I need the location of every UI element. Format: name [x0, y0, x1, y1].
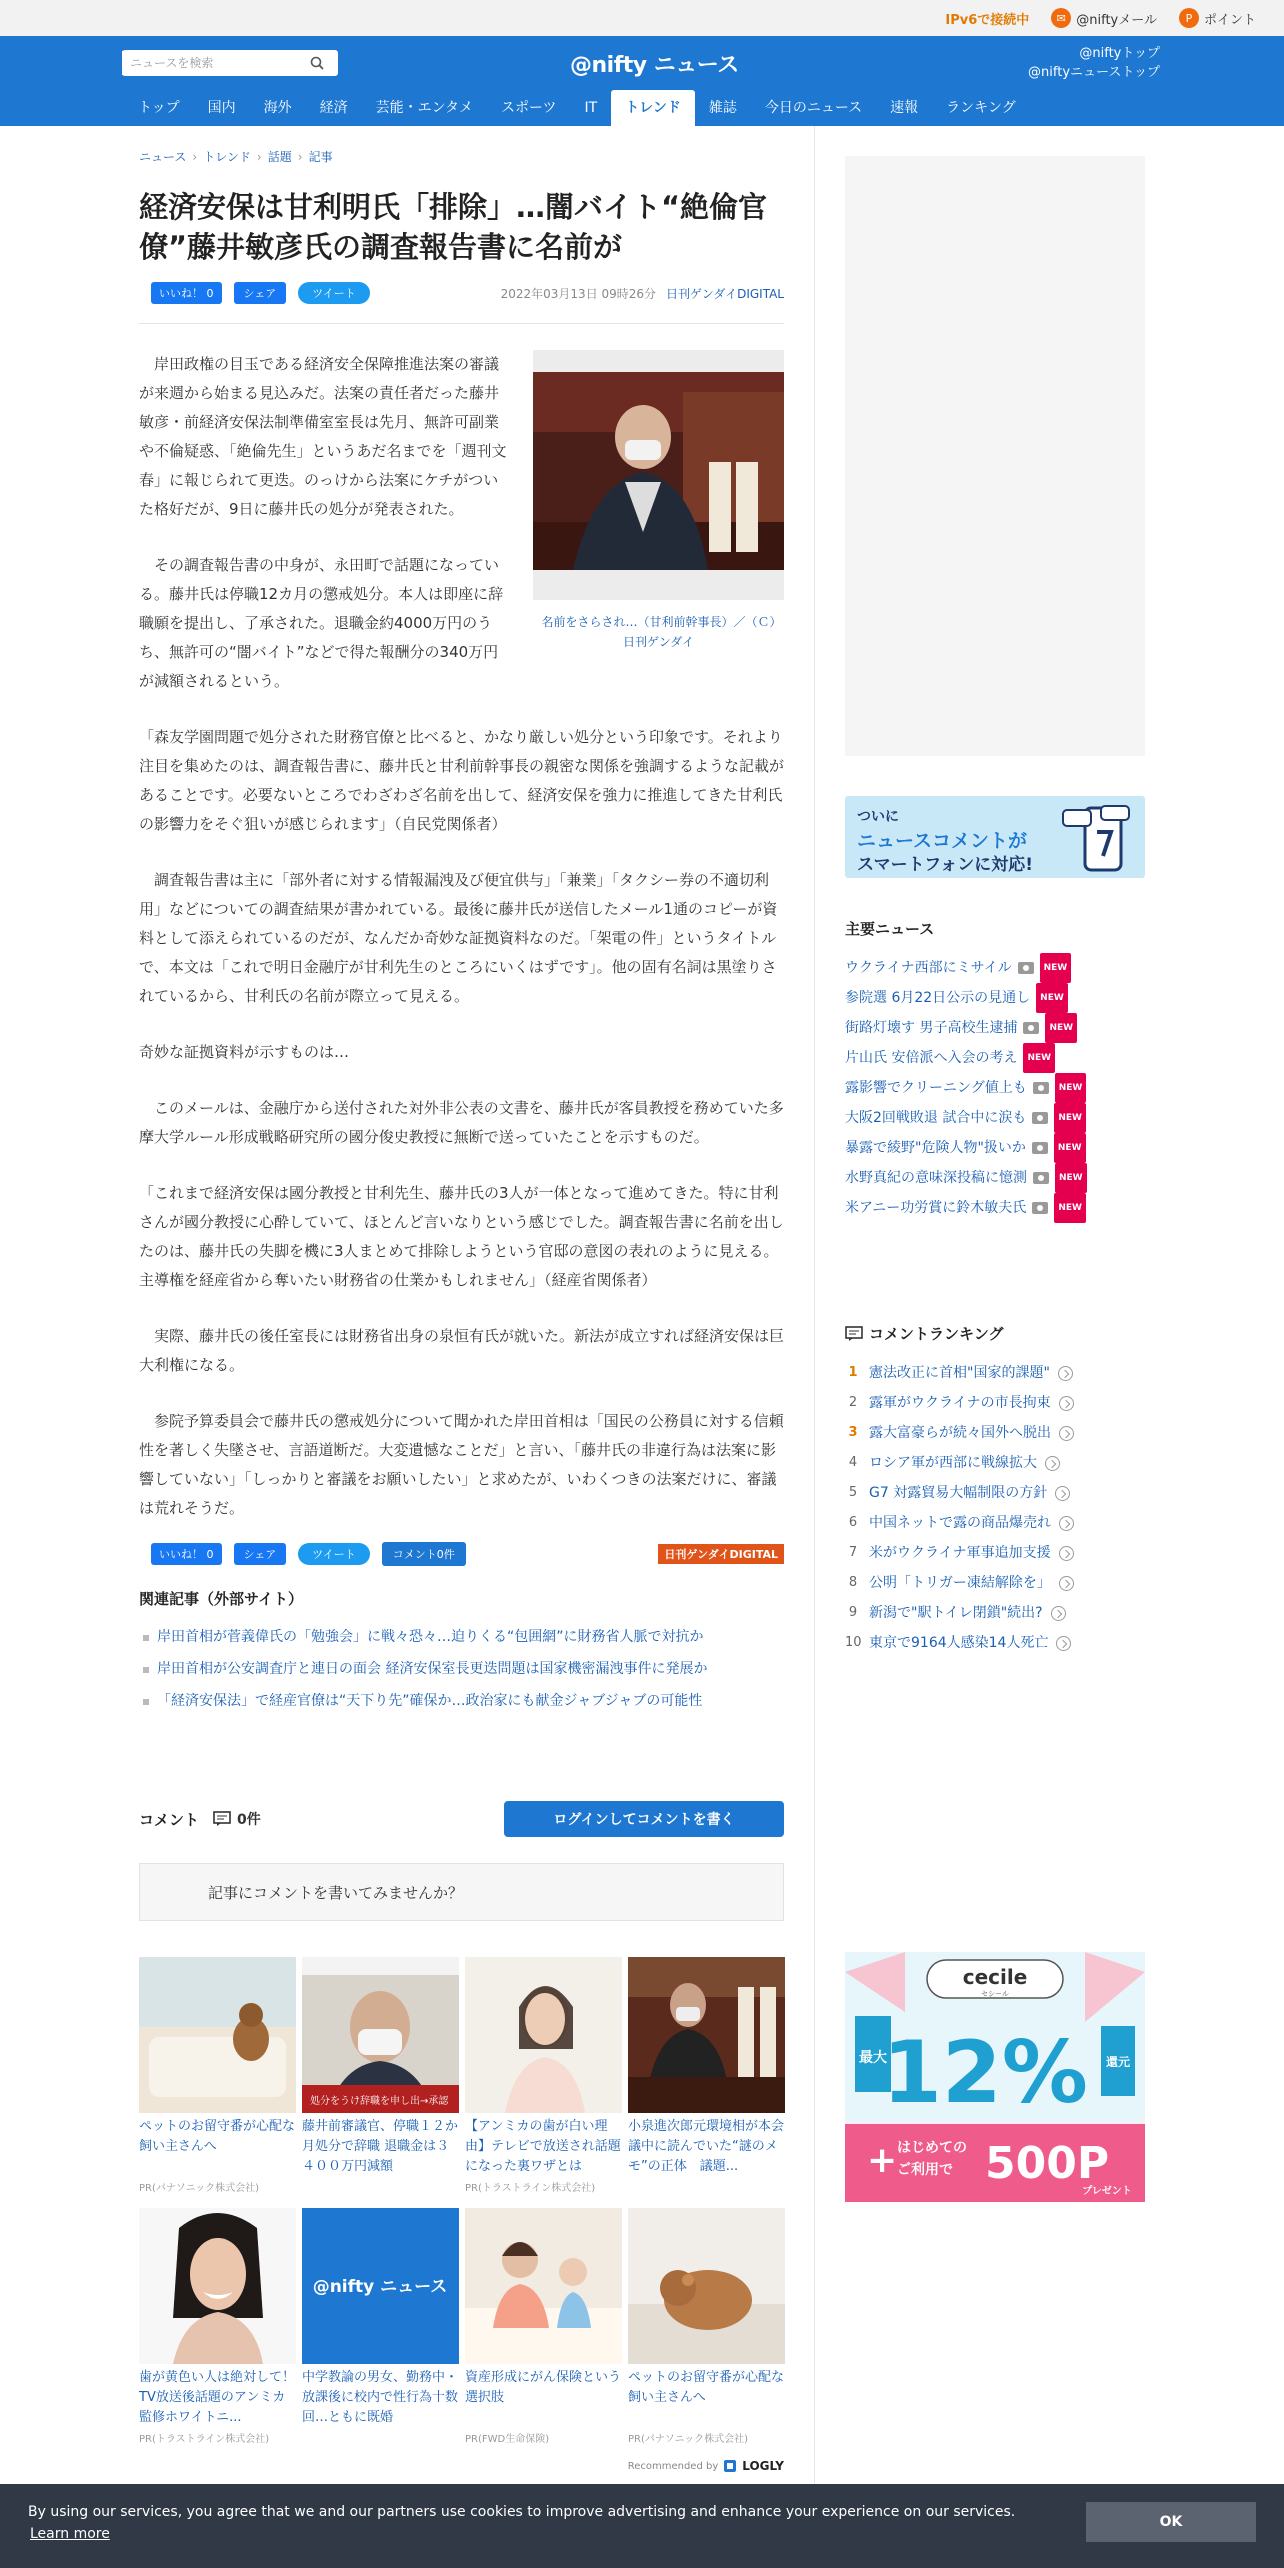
article-source[interactable]: 日刊ゲンダイDIGITAL [666, 286, 784, 301]
main-news-title: 大阪2回戦敗退 試合中に涙も [845, 1110, 1027, 1126]
recommended-item[interactable] [302, 1957, 459, 2202]
main-news-item[interactable] [845, 1133, 1145, 1163]
category-nav [124, 90, 1030, 126]
main-news-title: 参院選 6月22日公示の見通し [845, 990, 1031, 1006]
main-news-list [845, 953, 1145, 1223]
recommended-item[interactable] [139, 2208, 296, 2453]
ranking-title: 憲法改正に首相"国家的課題" [869, 1365, 1050, 1381]
camera-icon [1033, 1172, 1049, 1184]
nifty-top-link[interactable]: @niftyトップ [1079, 46, 1160, 61]
main-news-title: 街路灯壊す 男子高校生逮捕 [845, 1020, 1018, 1036]
thumbnail-smiling-woman [139, 2208, 296, 2364]
thumbnail-caption: 処分をうけ辞職を申し出→承認 [310, 2096, 449, 2107]
rank-number: 2 [848, 1395, 858, 1410]
comment-icon [845, 1326, 863, 1342]
rank-number: 6 [848, 1515, 858, 1530]
comment-app-banner[interactable] [845, 796, 1145, 878]
ranking-item[interactable] [845, 1568, 1145, 1598]
ranking-title: 東京で9164人感染14人死亡 [869, 1635, 1049, 1651]
ad-use: ご利用で [897, 2162, 953, 2178]
new-badge: NEW [1045, 1013, 1077, 1043]
article-paragraph: 「これまで経済安保は國分教授と甘利先生、藤井氏の3人が一体となって進めてきた。特に甘利さんが國分教授に心酔していて、ほとんど言いなりという感じでした。調査報告書に名前を出したのは、藤井氏の失脚を機に3人まとめて排除しようという官邸の意図の表れのように見える。主導権を経産省から奪いたい財務省の仕業かもしれません」（経産省関係者） [139, 1184, 784, 1289]
comment-ranking-list [845, 1358, 1145, 1658]
related-item[interactable]: 「経済安保法」で経産官僚は“天下り先”確保か…政治家にも献金ジャブジャブの可能性 [139, 1687, 784, 1715]
new-badge: NEW [1023, 1043, 1055, 1073]
nav-sports[interactable]: スポーツ [501, 100, 557, 116]
comment-count [213, 1809, 261, 1829]
ranking-item[interactable] [845, 1508, 1145, 1538]
article-title: 経済安保は甘利明氏「排除」…闇バイト“絶倫官僚”藤井敏彦氏の調査報告書に名前が [139, 190, 768, 264]
recommended-sponsor: PR(トラストライン株式会社) [465, 2183, 596, 2194]
camera-icon [1032, 1142, 1048, 1154]
rank-number: 5 [848, 1485, 858, 1500]
header-links [1028, 44, 1160, 82]
comment-header [139, 1801, 784, 1837]
ranking-item[interactable] [845, 1628, 1145, 1658]
ranking-title: 露軍がウクライナの市長拘束 [869, 1395, 1051, 1411]
main-news-title: ウクライナ西部にミサイル [845, 960, 1012, 976]
main-news-title: 米アニー功労賞に鈴木敏夫氏 [845, 1200, 1027, 1216]
article-body [139, 350, 784, 1523]
arrow-right-icon [1059, 1396, 1074, 1411]
rank-number: 4 [848, 1455, 858, 1470]
related-articles [139, 1588, 784, 1715]
nav-entertainment[interactable]: 芸能・エンタメ [375, 100, 474, 116]
article-paragraph: このメールは、金融庁から送付された対外非公表の文書を、藤井氏が客員教授を務めていた多摩大学ルール形成戦略研究所の國分俊史教授に無断で送っていたことを示すものだ。 [139, 1099, 784, 1146]
breadcrumb [139, 148, 784, 165]
ad-placeholder[interactable] [845, 156, 1145, 756]
rank-number: 7 [848, 1545, 858, 1560]
main-news-item[interactable] [845, 953, 1145, 983]
related-item[interactable]: 岸田首相が菅義偉氏の「勉強会」に戦々恐々…迫りくる“包囲網”に財務省人脈で対抗か [139, 1623, 784, 1651]
main-column [139, 126, 784, 2473]
banner-line-1: ついに [857, 809, 899, 825]
comment-count-button[interactable]: コメント0件 [382, 1542, 466, 1566]
recommended-item[interactable] [302, 2208, 459, 2453]
nav-domestic[interactable]: 国内 [207, 100, 236, 116]
new-badge: NEW [1036, 983, 1068, 1013]
ranking-item[interactable] [845, 1598, 1145, 1628]
share-bar-bottom [139, 1542, 784, 1566]
breadcrumb-news[interactable]: ニュース [139, 150, 187, 164]
ranking-item[interactable] [845, 1538, 1145, 1568]
mail-icon: ✉ [1051, 8, 1071, 28]
arrow-right-icon [1059, 1546, 1074, 1561]
sidebar [845, 156, 1145, 1658]
rank-number: 1 [848, 1365, 858, 1380]
ad-present: プレゼント [1082, 2186, 1132, 2197]
ranking-title: 中国ネットで露の商品爆売れ [869, 1515, 1051, 1531]
arrow-right-icon [1056, 1636, 1071, 1651]
nav-magazine[interactable]: 雑誌 [708, 100, 737, 116]
logly-icon [724, 2460, 736, 2472]
camera-icon [1032, 1202, 1048, 1214]
recommended-grid [139, 1957, 784, 2453]
search-box [122, 50, 338, 76]
source-logo[interactable]: 日刊ゲンダイDIGITAL [658, 1544, 784, 1564]
facebook-like-button[interactable]: いいね！ 0 [151, 282, 222, 304]
new-badge: NEW [1055, 1073, 1087, 1103]
article-photo [533, 350, 784, 652]
thumbnail-parliament [628, 1957, 785, 2113]
cookie-text: By using our services, you agree that we and our partners use cookies to improve advertising and enhance your experience on our services. [28, 2504, 1016, 2520]
main-news-title: 暴露で綾野"危険人物"扱いか [845, 1140, 1026, 1156]
cookie-banner [0, 2484, 1284, 2568]
search-button[interactable] [302, 51, 332, 75]
breadcrumb-article[interactable]: 記事 [308, 150, 333, 164]
ad-points: 500P [985, 2138, 1110, 2189]
article-meta [501, 285, 784, 302]
nifty-news-top-link[interactable]: @niftyニューストップ [1028, 65, 1160, 80]
ad-back: 還元 [1105, 2055, 1131, 2069]
recommended-title: 資産形成にがん保険という選択肢 [465, 2370, 622, 2405]
nav-breaking[interactable]: 速報 [890, 100, 919, 116]
recommended-item[interactable] [465, 1957, 622, 2202]
article-paragraph: 参院予算委員会で藤井氏の懲戒処分について聞かれた岸田首相は「国民の公務員に対する信頼性を著しく失墜させ、言語道断だ。大変遺憾なことだ」と言い、「藤井氏の非違行為は法案に影響していない」「しっかりと審議をお願いしたい」と求めたが、いわくつきの法案だけに、審議は荒れそうだ。 [139, 1412, 784, 1517]
banner-line-2: ニュースコメントが [857, 830, 1028, 852]
comment-invite[interactable]: 記事にコメントを書いてみませんか？ [139, 1863, 784, 1921]
logly-logo[interactable]: LOGLY [742, 2459, 784, 2473]
recommended-sponsor: PR(パナソニック株式会社) [139, 2183, 260, 2194]
rank-number: 10 [845, 1635, 862, 1650]
thumbnail-family [465, 2208, 622, 2364]
article-subheading: 奇妙な証拠資料が示すものは… [139, 1043, 350, 1061]
tweet-button[interactable]: ツイート [298, 1543, 369, 1565]
related-item[interactable]: 岸田首相が公安調査庁と連日の面会 経済安保室長更迭問題は国家機密漏洩事件に発展か [139, 1655, 784, 1683]
ranking-item[interactable] [845, 1418, 1145, 1448]
main-news-item[interactable] [845, 1103, 1145, 1133]
ad-brand-sub: セシール [981, 1990, 1009, 1998]
recommended-item[interactable] [465, 2208, 622, 2453]
arrow-right-icon [1059, 1576, 1074, 1591]
recommended-title: 藤井前審議官、停職１２か月処分で辞職 退職金は３４００万円減額 [302, 2119, 459, 2174]
ranking-item[interactable] [845, 1358, 1145, 1388]
cookie-learn-more-link[interactable]: Learn more [30, 2526, 110, 2542]
cecile-ad-art [845, 1952, 1145, 2202]
rank-number: 3 [848, 1425, 858, 1440]
comment-label: コメント [139, 1810, 200, 1829]
top-utility-bar [0, 0, 1284, 36]
article-paragraph: その調査報告書の中身が、永田町で話題になっている。藤井氏は停職12カ月の懲戒処分。本人は即座に辞職願を提出し、了承された。退職金約4000万円のうち、無許可の“闇バイト”などで得た報酬分の340万円が減額されるという。 [139, 556, 504, 690]
site-header [0, 36, 1284, 126]
search-icon [310, 56, 324, 70]
cecile-ad-banner[interactable] [845, 1952, 1145, 2202]
recommended-title: ペットのお留守番が心配な飼い主さんへ [628, 2370, 785, 2405]
point-icon: P [1179, 8, 1199, 28]
main-news-item[interactable] [845, 1163, 1145, 1193]
main-news-item[interactable] [845, 1013, 1145, 1043]
svg-text:+: + [867, 2140, 898, 2181]
recommended-item[interactable] [628, 2208, 785, 2453]
main-news-item[interactable] [845, 1193, 1145, 1223]
recommended-by-label: Recommended by [627, 2460, 719, 2472]
main-news-item[interactable] [845, 1073, 1145, 1103]
ranking-title: 公明「トリガー凍結解除を」 [869, 1575, 1051, 1591]
recommended-sponsor: PR(FWD生命保険) [465, 2434, 550, 2445]
rank-number: 9 [848, 1605, 858, 1620]
article-image [533, 372, 784, 570]
sidebar-divider [814, 126, 815, 2486]
comment-ranking-heading [845, 1323, 1145, 1344]
main-news-title: 水野真紀の意味深投稿に憶測 [845, 1170, 1027, 1186]
thumbnail-logo-text: @nifty ニュース [312, 2277, 448, 2297]
arrow-right-icon [1059, 1516, 1074, 1531]
nav-economy[interactable]: 経済 [319, 100, 348, 116]
thumbnail-woman [465, 1957, 622, 2113]
ad-max: 最大 [859, 2050, 887, 2066]
new-badge: NEW [1054, 1103, 1086, 1133]
login-to-comment-button[interactable]: ログインしてコメントを書く [504, 1801, 784, 1837]
article-paragraph: 実際、藤井氏の後任室長には財務省出身の泉恒有氏が就いた。新法が成立すれば経済安保は巨大利権になる。 [139, 1327, 785, 1374]
smartphone-icon [1061, 804, 1131, 874]
breadcrumb-trend[interactable]: トレンド [203, 150, 251, 164]
arrow-right-icon [1055, 1486, 1070, 1501]
nav-ranking[interactable]: ランキング [946, 100, 1016, 116]
article-paragraph: 「森友学園問題で処分された財務官僚と比べると、かなり厳しい処分という印象です。それより注目を集めたのは、調査報告書に、藤井氏と甘利前幹事長の親密な関係を強調するような記載があることです。必要ないところでわざわざ名前を出して、経済安保を強力に推進してきた甘利氏の影響力をそぐ狙いが感じられます」（自民党関係者） [139, 728, 785, 833]
ranking-title: 露大富豪らが続々国外へ脱出 [869, 1425, 1051, 1441]
recommended-title: 中学教論の男女、勤務中・放課後に校内で性行為十数回…ともに既婚 [302, 2370, 459, 2425]
recommended-item[interactable] [139, 1957, 296, 2202]
arrow-right-icon [1058, 1366, 1073, 1381]
ad-brand: cecile [962, 1965, 1028, 1989]
comment-ranking-title: コメントランキング [869, 1325, 1004, 1343]
ranking-title: ロシア軍が西部に戦線拡大 [869, 1455, 1037, 1471]
new-badge: NEW [1055, 1163, 1087, 1193]
main-news-item[interactable] [845, 1043, 1145, 1073]
recommended-title: 歯が黄色い人は絶対して！TV放送後話題のアンミカ監修ホワイトニ... [139, 2370, 296, 2425]
camera-icon [1032, 1112, 1048, 1124]
thumbnail-dog-sofa [139, 1957, 296, 2113]
breadcrumb-separator: › [192, 149, 198, 164]
breadcrumb-topic[interactable]: 話題 [267, 150, 292, 164]
main-news-title: 片山氏 安倍派へ入会の考え [845, 1050, 1018, 1066]
divider [139, 323, 784, 324]
nav-it[interactable]: IT [584, 100, 598, 116]
camera-icon [1018, 962, 1034, 974]
breadcrumb-separator: › [256, 149, 262, 164]
arrow-right-icon [1051, 1606, 1066, 1621]
breadcrumb-separator: › [297, 149, 303, 164]
nifty-mail-link[interactable] [1051, 8, 1157, 28]
ad-percent: 12% [882, 2023, 1088, 2123]
mail-label: @niftyメール [1076, 12, 1157, 28]
article-paragraph: 調査報告書は主に「部外者に対する情報漏洩及び便宜供与」「兼業」「タクシー券の不適切利用」などについての調査結果が書かれている。最後に藤井氏が送信したメール1通のコピーが資料として添えられているのだが、なんだか奇妙な証拠資料なのだ。「架電の件」というタイトルで、本文は「これで明日金融庁が甘利先生のところにいくはずです」。他の固有名詞は黒塗りされているから、甘利氏の名前が際立って見える。 [139, 871, 778, 1005]
thumbnail-nifty-logo [302, 2208, 459, 2364]
recommended-sponsor: PR(パナソニック株式会社) [628, 2434, 749, 2445]
ranking-item[interactable] [845, 1448, 1145, 1478]
thumbnail-sleeping-dog [628, 2208, 785, 2364]
facebook-like-button[interactable]: いいね！ 0 [151, 1543, 222, 1565]
ranking-title: 米がウクライナ軍事追加支援 [869, 1545, 1051, 1561]
article-paragraph: 岸田政権の目玉である経済安全保障推進法案の審議が来週から始まる見込みだ。法案の責任者だった藤井敏彦・前経済安保法制準備室室長は先月、無許可副業や不倫疑惑、「絶倫先生」というあだ名までを「週刊文春」に報じられて更迭。のっけから法案にケチがついた格好だが、9日に藤井氏の処分が発表された。 [139, 355, 507, 518]
share-bar-top [139, 281, 784, 305]
ranking-item[interactable] [845, 1478, 1145, 1508]
new-badge: NEW [1054, 1133, 1086, 1163]
ranking-item[interactable] [845, 1388, 1145, 1418]
nav-today[interactable]: 今日のニュース [764, 100, 863, 116]
recommended-item[interactable] [628, 1957, 785, 2202]
tweet-button[interactable]: ツイート [298, 282, 369, 304]
ad-first: はじめての [897, 2140, 967, 2156]
recommended-sponsor: PR(トラストライン株式会社) [139, 2434, 270, 2445]
ranking-title: G7 対露貿易大幅制限の方針 [869, 1485, 1048, 1501]
article-date: 2022年03月13日 09時26分 [500, 286, 657, 301]
recommended-title: ペットのお留守番が心配な飼い主さんへ [139, 2119, 296, 2154]
main-news-item[interactable] [845, 983, 1145, 1013]
facebook-share-button[interactable]: シェア [234, 1543, 287, 1565]
new-badge: NEW [1040, 953, 1072, 983]
nav-trend[interactable]: トレンド [611, 90, 695, 126]
comment-count-value: 0件 [237, 1812, 261, 1828]
photo-frame[interactable] [533, 350, 784, 600]
related-heading: 関連記事（外部サイト） [139, 1590, 303, 1608]
site-logo[interactable]: @nifty ニュース [570, 53, 739, 78]
ranking-title: 新潟で"駅トイレ閉鎖"続出? [869, 1605, 1043, 1621]
comment-icon [213, 1811, 231, 1827]
nav-top[interactable]: トップ [138, 100, 180, 116]
photo-caption: 名前をさらされ…（甘利前幹事長）／（Ｃ）日刊ゲンダイ [541, 615, 776, 649]
cookie-ok-button[interactable]: OK [1086, 2502, 1256, 2542]
camera-icon [1023, 1022, 1039, 1034]
recommended-by [139, 2459, 784, 2473]
main-news-heading: 主要ニュース [845, 920, 935, 938]
camera-icon [1033, 1082, 1049, 1094]
thumbnail-official [302, 1957, 459, 2113]
main-news-title: 露影響でクリーニング値上も [845, 1080, 1027, 1096]
recommended-title: 【アンミカの歯が白い理由】テレビで放送され話題になった裏ワザとは [465, 2119, 621, 2174]
nav-world[interactable]: 海外 [263, 100, 292, 116]
facebook-share-button[interactable]: シェア [234, 282, 287, 304]
point-label: ポイント [1203, 12, 1256, 28]
rank-number: 8 [848, 1575, 858, 1590]
arrow-right-icon [1045, 1456, 1060, 1471]
recommended-title: 小泉進次郎元環境相が本会議中に読んでいた“謎のメモ”の正体 議題... [628, 2119, 785, 2174]
arrow-right-icon [1059, 1426, 1074, 1441]
search-input[interactable] [122, 51, 302, 75]
ipv6-status: IPv6で接続中 [945, 12, 1030, 28]
new-badge: NEW [1054, 1193, 1086, 1223]
banner-line-3: スマートフォンに対応! [857, 855, 1034, 875]
point-link[interactable] [1179, 8, 1256, 28]
